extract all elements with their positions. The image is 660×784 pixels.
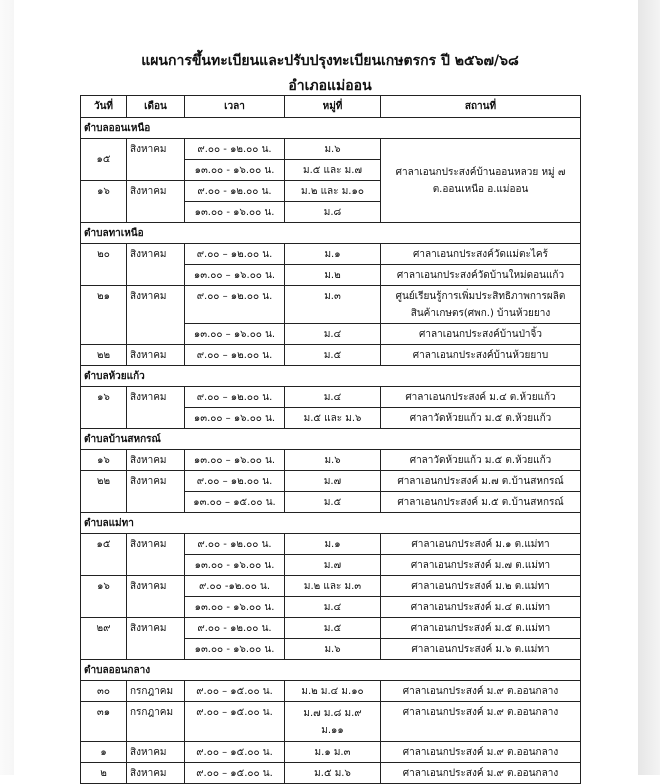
day-cell: ๑๕ <box>81 534 127 576</box>
table-row <box>81 534 581 555</box>
day-cell: ๑๖ <box>81 450 127 471</box>
month-cell: กรกฎาคม <box>127 681 185 702</box>
time-cell: ๙.๐๐ – ๑๒.๐๐ น. <box>185 244 285 265</box>
moo-line: ม.๗ ม.๘ ม.๙ <box>303 707 362 719</box>
time-cell: ๑๓.๐๐ - ๑๖.๐๐ น. <box>185 202 285 223</box>
time-cell: ๑๓.๐๐ – ๑๖.๐๐ น. <box>185 324 285 345</box>
month-cell: กรกฎาคม <box>127 702 185 742</box>
table-row <box>81 618 581 639</box>
place-cell: ศาลาเอนกประสงค์บ้านป่าจิ้ว <box>381 324 581 345</box>
table-row <box>81 742 581 763</box>
table-row <box>81 345 581 366</box>
header-month: เดือน <box>127 96 185 118</box>
month-cell: สิงหาคม <box>127 576 185 618</box>
day-cell: ๒๒ <box>81 345 127 366</box>
table-row <box>81 702 581 742</box>
day-cell: ๑๖ <box>81 387 127 429</box>
day-cell: ๑ <box>81 742 127 763</box>
table-row <box>81 387 581 408</box>
time-cell: ๙.๐๐ – ๑๕.๐๐ น. <box>185 763 285 784</box>
moo-cell: ม.๖ <box>285 639 381 660</box>
time-cell: ๙.๐๐ – ๑๒.๐๐ น. <box>185 286 285 324</box>
time-cell: ๙.๐๐ - ๑๒.๐๐ น. <box>185 181 285 202</box>
place-cell <box>381 286 581 324</box>
day-cell: ๒๒ <box>81 471 127 513</box>
month-cell: สิงหาคม <box>127 450 185 471</box>
month-cell: สิงหาคม <box>127 763 185 784</box>
time-cell: ๙.๐๐ - ๑๒.๐๐ น. <box>185 618 285 639</box>
moo-cell: ม.๗ <box>285 555 381 576</box>
place-cell: ศาลาเอนกประสงค์ ม.๔ ต.แม่ทา <box>381 597 581 618</box>
place-cell: ศาลาวัดห้วยแก้ว ม.๕ ต.ห้วยแก้ว <box>381 408 581 429</box>
section-row <box>81 118 581 139</box>
table-row <box>81 139 581 160</box>
day-cell: ๒ <box>81 763 127 784</box>
section-title: ตำบลห้วยแก้ว <box>81 366 581 387</box>
time-cell: ๙.๐๐ – ๑๒.๐๐ น. <box>185 471 285 492</box>
moo-cell: ม.๕ ม.๖ <box>285 763 381 784</box>
moo-cell: ม.๔ <box>285 387 381 408</box>
day-cell: ๒๙ <box>81 618 127 660</box>
place-cell: ศาลาเอนกประสงค์วัดบ้านใหม่ดอนแก้ว <box>381 265 581 286</box>
place-cell: ศาลาเอนกประสงค์ ม.๗ ต.บ้านสหกรณ์ <box>381 471 581 492</box>
day-cell: ๑๖ <box>81 576 127 618</box>
day-cell: ๒๐ <box>81 244 127 286</box>
place-cell <box>381 139 581 223</box>
table-row <box>81 576 581 597</box>
page-margin-left <box>0 0 14 775</box>
place-cell: ศาลาเอนกประสงค์ ม.๙ ต.ออนกลาง <box>381 763 581 784</box>
schedule-table <box>80 95 581 784</box>
header-place: สถานที่ <box>381 96 581 118</box>
place-cell: ศาลาเอนกประสงค์ ม.๗ ต.แม่ทา <box>381 555 581 576</box>
table-row <box>81 471 581 492</box>
time-cell: ๑๓.๐๐ – ๑๕.๐๐ น. <box>185 492 285 513</box>
place-cell: ศาลาเอนกประสงค์ ม.๑ ต.แม่ทา <box>381 534 581 555</box>
place-cell: ศาลาวัดห้วยแก้ว ม.๕ ต.ห้วยแก้ว <box>381 450 581 471</box>
header-time: เวลา <box>185 96 285 118</box>
time-cell: ๑๓.๐๐ - ๑๖.๐๐ น. <box>185 160 285 181</box>
section-row <box>81 513 581 534</box>
place-cell: ศาลาเอนกประสงค์บ้านห้วยยาบ <box>381 345 581 366</box>
moo-cell: ม.๕ <box>285 492 381 513</box>
month-cell: สิงหาคม <box>127 244 185 286</box>
moo-cell: ม.๕ และ ม.๗ <box>285 160 381 181</box>
time-cell: ๙.๐๐ – ๑๕.๐๐ น. <box>185 681 285 702</box>
section-title: ตำบลทาเหนือ <box>81 223 581 244</box>
place-cell: ศาลาเอนกประสงค์ ม.๕ ต.บ้านสหกรณ์ <box>381 492 581 513</box>
month-cell: สิงหาคม <box>127 742 185 763</box>
place-cell: ศาลาเอนกประสงค์ ม.๔ ต.ห้วยแก้ว <box>381 387 581 408</box>
day-cell: ๑๖ <box>81 181 127 223</box>
section-row <box>81 366 581 387</box>
moo-cell: ม.๒ ม.๔ ม.๑๐ <box>285 681 381 702</box>
document-title: แผนการขึ้นทะเบียนและปรับปรุงทะเบียนเกษตรกร ปี ๒๕๖๗/๖๘ <box>141 53 519 69</box>
moo-cell: ม.๓ <box>285 286 381 324</box>
time-cell: ๑๓.๐๐ – ๑๖.๐๐ น. <box>185 450 285 471</box>
month-cell: สิงหาคม <box>127 618 185 660</box>
month-cell: สิงหาคม <box>127 286 185 345</box>
moo-cell: ม.๕ <box>285 345 381 366</box>
section-row <box>81 223 581 244</box>
section-title: ตำบลบ้านสหกรณ์ <box>81 429 581 450</box>
moo-cell: ม.๑ <box>285 534 381 555</box>
time-cell: ๙.๐๐ – ๑๒.๐๐ น. <box>185 387 285 408</box>
day-cell: ๓๐ <box>81 681 127 702</box>
moo-cell: ม.๗ <box>285 471 381 492</box>
time-cell: ๙.๐๐ - ๑๒.๐๐ น. <box>185 534 285 555</box>
moo-line: ม.๑๑ <box>321 724 344 736</box>
time-cell: ๙.๐๐ – ๑๕.๐๐ น. <box>185 742 285 763</box>
place-cell: ศาลาเอนกประสงค์ ม.๙ ต.ออนกลาง <box>381 742 581 763</box>
time-cell: ๙.๐๐ - ๑๒.๐๐ น. <box>185 139 285 160</box>
place-line: ศูนย์เรียนรู้การเพิ่มประสิทธิภาพการผลิต <box>395 290 566 302</box>
moo-cell: ม.๒ <box>285 265 381 286</box>
place-cell: ศาลาเอนกประสงค์วัดแม่ตะไคร้ <box>381 244 581 265</box>
table-row <box>81 450 581 471</box>
place-line: ศาลาเอนกประสงค์บ้านออนหลวย หมู่ ๗ <box>395 166 566 178</box>
place-cell: ศาลาเอนกประสงค์ ม.๙ ต.ออนกลาง <box>381 681 581 702</box>
moo-cell: ม.๑ ม.๓ <box>285 742 381 763</box>
moo-cell: ม.๕ และ ม.๖ <box>285 408 381 429</box>
page-margin-right <box>638 0 660 775</box>
time-cell: ๑๓.๐๐ – ๑๖.๐๐ น. <box>185 408 285 429</box>
place-cell: ศาลาเอนกประสงค์ ม.๒ ต.แม่ทา <box>381 576 581 597</box>
section-row <box>81 429 581 450</box>
section-title: ตำบลแม่ทา <box>81 513 581 534</box>
table-row <box>81 681 581 702</box>
place-cell: ศาลาเอนกประสงค์ ม.๕ ต.แม่ทา <box>381 618 581 639</box>
day-cell: ๑๕ <box>81 139 127 181</box>
moo-cell: ม.๕ <box>285 618 381 639</box>
header-row <box>81 96 581 118</box>
time-cell: ๙.๐๐ -๑๒.๐๐ น. <box>185 576 285 597</box>
time-cell: ๑๓.๐๐ - ๑๖.๐๐ น. <box>185 597 285 618</box>
document-subtitle: อำเภอแม่ออน <box>288 78 372 94</box>
table-row <box>81 763 581 784</box>
month-cell: สิงหาคม <box>127 181 185 223</box>
moo-cell: ม.๑ <box>285 244 381 265</box>
place-cell: ศาลาเอนกประสงค์ ม.๙ ต.ออนกลาง <box>381 702 581 742</box>
moo-cell: ม.๘ <box>285 202 381 223</box>
place-line: ต.ออนเหนือ อ.แม่ออน <box>432 183 529 195</box>
moo-cell: ม.๔ <box>285 597 381 618</box>
time-cell: ๙.๐๐ – ๑๕.๐๐ น. <box>185 702 285 742</box>
moo-cell: ม.๖ <box>285 450 381 471</box>
month-cell: สิงหาคม <box>127 139 185 181</box>
moo-cell: ม.๖ <box>285 139 381 160</box>
place-cell: ศาลาเอนกประสงค์ ม.๖ ต.แม่ทา <box>381 639 581 660</box>
place-line: สินค้าเกษตร(ศพก.) บ้านห้วยยาง <box>410 307 551 319</box>
moo-cell <box>285 702 381 742</box>
table-row <box>81 286 581 324</box>
month-cell: สิงหาคม <box>127 345 185 366</box>
time-cell: ๑๓.๐๐ - ๑๖.๐๐ น. <box>185 639 285 660</box>
moo-cell: ม.๒ และ ม.๑๐ <box>285 181 381 202</box>
time-cell: ๑๓.๐๐ – ๑๖.๐๐ น. <box>185 265 285 286</box>
moo-cell: ม.๒ และ ม.๓ <box>285 576 381 597</box>
month-cell: สิงหาคม <box>127 471 185 513</box>
time-cell: ๙.๐๐ – ๑๒.๐๐ น. <box>185 345 285 366</box>
time-cell: ๑๓.๐๐ - ๑๖.๐๐ น. <box>185 555 285 576</box>
section-title: ตำบลออนเหนือ <box>81 118 581 139</box>
day-cell: ๓๑ <box>81 702 127 742</box>
section-row <box>81 660 581 681</box>
month-cell: สิงหาคม <box>127 534 185 576</box>
header-moo: หมู่ที่ <box>285 96 381 118</box>
day-cell: ๒๑ <box>81 286 127 345</box>
moo-cell: ม.๔ <box>285 324 381 345</box>
month-cell: สิงหาคม <box>127 387 185 429</box>
header-day: วันที่ <box>81 96 127 118</box>
section-title: ตำบลออนกลาง <box>81 660 581 681</box>
table-row <box>81 244 581 265</box>
